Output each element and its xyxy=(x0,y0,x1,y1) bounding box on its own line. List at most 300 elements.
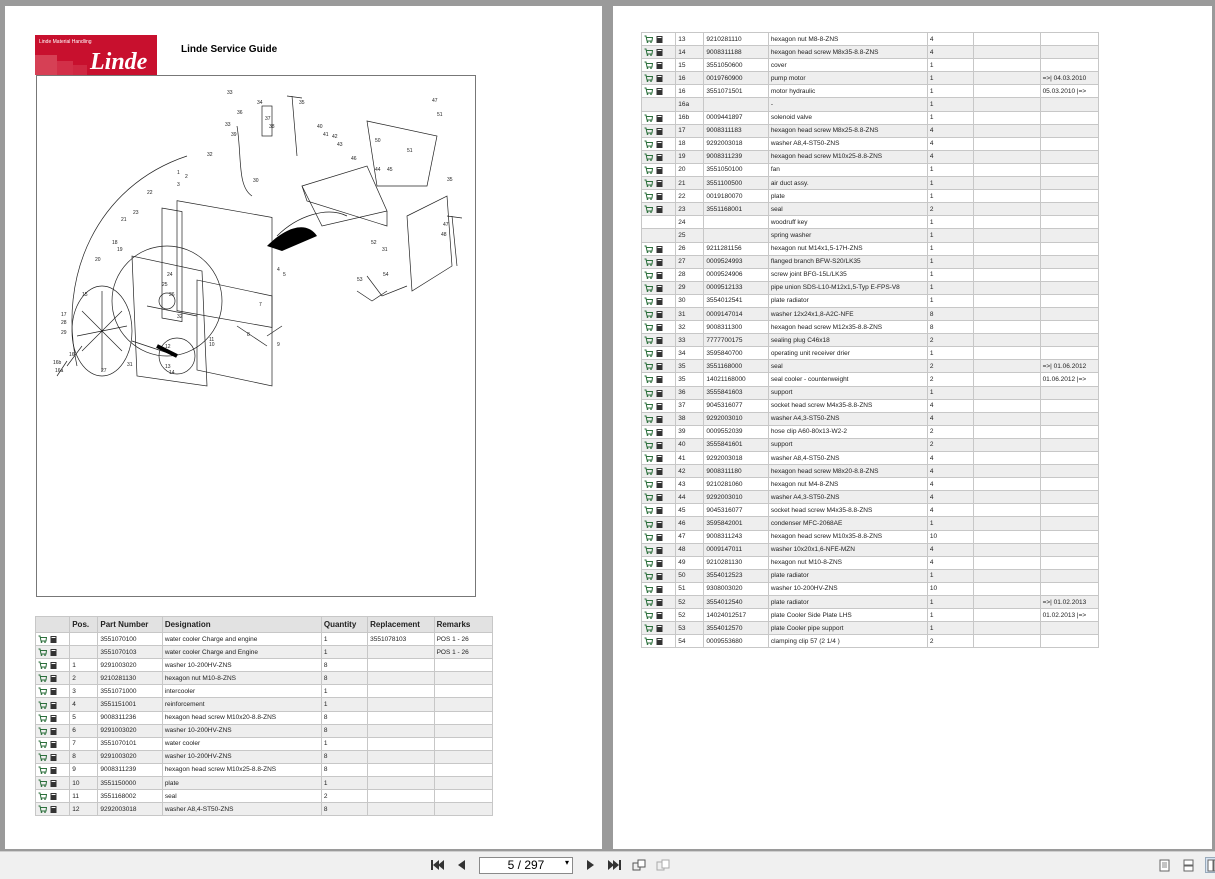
cell-part: 3554012570 xyxy=(704,622,768,635)
cell-designation: spring washer xyxy=(768,229,927,242)
book-icon[interactable] xyxy=(49,635,58,643)
cell-part xyxy=(704,229,768,242)
book-icon[interactable] xyxy=(655,375,664,383)
cart-icon[interactable] xyxy=(644,310,653,318)
cart-icon[interactable] xyxy=(38,740,47,748)
cell-part: 9291003020 xyxy=(98,750,162,763)
cell-designation: socket head screw M4x35-8.8-ZNS xyxy=(768,504,927,517)
cart-icon[interactable] xyxy=(644,258,653,266)
cell-part: 3551070100 xyxy=(98,633,162,646)
cell-replacement xyxy=(368,646,434,659)
cell-pos: 52 xyxy=(676,609,704,622)
cart-icon[interactable] xyxy=(644,205,653,213)
svg-text:40: 40 xyxy=(317,124,323,130)
book-icon[interactable] xyxy=(655,428,664,436)
svg-text:9: 9 xyxy=(277,342,280,348)
cart-icon[interactable] xyxy=(644,336,653,344)
cart-icon[interactable] xyxy=(644,166,653,174)
row-action-icons xyxy=(36,685,70,698)
cell-pos: 28 xyxy=(676,268,704,281)
cell-designation: clamping clip 57 (2 1/4 ) xyxy=(768,635,927,648)
cart-icon[interactable] xyxy=(38,753,47,761)
cell-replacement xyxy=(974,150,1040,163)
svg-text:36: 36 xyxy=(237,110,243,116)
svg-text:31: 31 xyxy=(127,362,133,368)
table-row xyxy=(642,412,1099,425)
book-icon[interactable] xyxy=(655,572,664,580)
book-icon[interactable] xyxy=(655,585,664,593)
cart-icon[interactable] xyxy=(644,61,653,69)
row-action-icons xyxy=(642,33,676,46)
book-icon[interactable] xyxy=(655,402,664,410)
cart-icon[interactable] xyxy=(644,624,653,632)
svg-text:25: 25 xyxy=(162,282,168,288)
rotate-button[interactable] xyxy=(632,858,646,872)
cell-part: 3551070101 xyxy=(98,737,162,750)
book-icon[interactable] xyxy=(49,648,58,656)
cell-replacement xyxy=(974,216,1040,229)
cart-icon[interactable] xyxy=(644,271,653,279)
book-icon[interactable] xyxy=(49,727,58,735)
cell-pos: 26 xyxy=(676,242,704,255)
cell-pos: 12 xyxy=(70,803,98,816)
parts-table-left xyxy=(35,616,493,816)
cell-replacement xyxy=(974,347,1040,360)
book-icon[interactable] xyxy=(655,546,664,554)
cell-part: 9045316077 xyxy=(704,504,768,517)
cell-replacement xyxy=(974,229,1040,242)
book-icon[interactable] xyxy=(49,766,58,774)
cell-quantity: 2 xyxy=(321,790,367,803)
cell-quantity: 1 xyxy=(321,633,367,646)
cart-icon[interactable] xyxy=(644,284,653,292)
cell-pos: 32 xyxy=(676,321,704,334)
book-icon[interactable] xyxy=(655,506,664,514)
book-icon[interactable] xyxy=(655,323,664,331)
cart-icon[interactable] xyxy=(644,192,653,200)
book-icon[interactable] xyxy=(49,714,58,722)
cart-icon[interactable] xyxy=(644,389,653,397)
next-page-button[interactable] xyxy=(584,858,598,872)
table-row xyxy=(642,373,1099,386)
cart-icon[interactable] xyxy=(38,766,47,774)
book-icon[interactable] xyxy=(49,740,58,748)
col-replacement: Replacement xyxy=(368,617,434,633)
cell-quantity: 4 xyxy=(927,504,973,517)
first-page-button[interactable] xyxy=(430,858,444,872)
cell-designation: washer A4,3-ST50-ZNS xyxy=(768,412,927,425)
book-icon[interactable] xyxy=(49,805,58,813)
cell-remarks xyxy=(434,777,492,790)
cell-replacement xyxy=(974,242,1040,255)
cell-remarks xyxy=(1040,242,1098,255)
cell-pos: 30 xyxy=(676,294,704,307)
book-icon[interactable] xyxy=(49,753,58,761)
parts-table-right xyxy=(641,32,1099,648)
book-icon[interactable] xyxy=(655,611,664,619)
svg-text:28: 28 xyxy=(61,320,67,326)
cell-quantity: 2 xyxy=(927,373,973,386)
cart-icon[interactable] xyxy=(644,493,653,501)
cell-replacement xyxy=(974,59,1040,72)
cell-remarks: =>| 04.03.2010 xyxy=(1040,72,1098,85)
pdf-page-left xyxy=(5,6,602,849)
book-icon[interactable] xyxy=(655,637,664,645)
table-row xyxy=(642,569,1099,582)
cell-designation: hexagon nut M14x1,5-17H-ZNS xyxy=(768,242,927,255)
cell-replacement: 3551078103 xyxy=(368,633,434,646)
cell-part: 9008311180 xyxy=(704,465,768,478)
cart-icon[interactable] xyxy=(644,48,653,56)
cell-pos: 16a xyxy=(676,98,704,111)
cell-replacement xyxy=(974,163,1040,176)
cell-part: 9210281130 xyxy=(704,556,768,569)
book-icon[interactable] xyxy=(655,336,664,344)
cart-icon[interactable] xyxy=(644,611,653,619)
table-row xyxy=(642,307,1099,320)
row-action-icons xyxy=(642,98,676,111)
cell-remarks xyxy=(1040,255,1098,268)
cell-quantity: 1 xyxy=(927,596,973,609)
cell-pos: 16 xyxy=(676,72,704,85)
cell-remarks xyxy=(1040,59,1098,72)
cart-icon[interactable] xyxy=(644,520,653,528)
cart-icon[interactable] xyxy=(644,362,653,370)
cart-icon[interactable] xyxy=(644,375,653,383)
row-action-icons xyxy=(642,203,676,216)
svg-text:50: 50 xyxy=(375,138,381,144)
cell-designation: fan xyxy=(768,163,927,176)
cart-icon[interactable] xyxy=(644,533,653,541)
book-icon[interactable] xyxy=(655,441,664,449)
book-icon[interactable] xyxy=(655,310,664,318)
cell-designation: seal xyxy=(768,203,927,216)
cell-designation: hexagon head screw M12x35-8.8-ZNS xyxy=(768,321,927,334)
cart-icon[interactable] xyxy=(38,792,47,800)
row-action-icons xyxy=(36,777,70,790)
cart-icon[interactable] xyxy=(38,648,47,656)
cell-replacement xyxy=(974,504,1040,517)
cell-pos: 38 xyxy=(676,412,704,425)
cell-remarks xyxy=(1040,425,1098,438)
logo-subtitle: Linde Material Handling xyxy=(39,39,92,45)
cart-icon[interactable] xyxy=(644,415,653,423)
cart-icon[interactable] xyxy=(644,428,653,436)
book-icon[interactable] xyxy=(655,114,664,122)
cell-replacement xyxy=(974,360,1040,373)
cell-part: 3555841603 xyxy=(704,386,768,399)
table-row xyxy=(36,724,493,737)
book-icon[interactable] xyxy=(655,480,664,488)
continuous-view-button[interactable] xyxy=(1181,858,1195,872)
table-row xyxy=(642,242,1099,255)
book-icon[interactable] xyxy=(49,701,58,709)
table-row xyxy=(642,543,1099,556)
cart-icon[interactable] xyxy=(644,441,653,449)
cart-icon[interactable] xyxy=(644,480,653,488)
book-icon[interactable] xyxy=(655,153,664,161)
svg-text:16: 16 xyxy=(69,352,75,358)
cell-quantity: 8 xyxy=(321,724,367,737)
book-icon[interactable] xyxy=(655,48,664,56)
cell-designation: operating unit receiver drier xyxy=(768,347,927,360)
page-number-select[interactable] xyxy=(479,857,573,874)
svg-text:53: 53 xyxy=(357,277,363,283)
cell-remarks xyxy=(1040,177,1098,190)
cell-replacement xyxy=(368,737,434,750)
cell-part: 3551070103 xyxy=(98,646,162,659)
cart-icon[interactable] xyxy=(644,179,653,187)
row-action-icons xyxy=(36,737,70,750)
cell-remarks xyxy=(1040,412,1098,425)
cart-icon[interactable] xyxy=(38,701,47,709)
row-action-icons xyxy=(36,646,70,659)
cell-replacement xyxy=(974,33,1040,46)
book-icon[interactable] xyxy=(655,454,664,462)
cart-icon[interactable] xyxy=(38,779,47,787)
cart-icon[interactable] xyxy=(644,297,653,305)
book-icon[interactable] xyxy=(655,520,664,528)
cart-icon[interactable] xyxy=(644,454,653,462)
first-page-icon xyxy=(430,859,444,871)
cart-icon[interactable] xyxy=(644,153,653,161)
cell-pos: 43 xyxy=(676,478,704,491)
cell-replacement xyxy=(368,724,434,737)
cart-icon[interactable] xyxy=(644,127,653,135)
svg-text:51: 51 xyxy=(437,112,443,118)
cell-pos: 34 xyxy=(676,347,704,360)
svg-text:16b: 16b xyxy=(53,360,62,366)
cell-replacement xyxy=(974,46,1040,59)
cart-icon[interactable] xyxy=(644,506,653,514)
svg-text:47: 47 xyxy=(432,98,438,104)
cell-quantity: 1 xyxy=(927,347,973,360)
cell-part xyxy=(704,216,768,229)
table-row xyxy=(642,281,1099,294)
cell-pos: 47 xyxy=(676,530,704,543)
svg-text:54: 54 xyxy=(383,272,389,278)
compare-button[interactable] xyxy=(656,858,670,872)
svg-text:10: 10 xyxy=(209,342,215,348)
cell-replacement xyxy=(368,790,434,803)
cart-icon[interactable] xyxy=(644,140,653,148)
row-action-icons xyxy=(642,543,676,556)
cell-quantity: 2 xyxy=(927,635,973,648)
book-icon[interactable] xyxy=(655,349,664,357)
book-icon[interactable] xyxy=(655,559,664,567)
book-icon[interactable] xyxy=(655,598,664,606)
prev-page-button[interactable] xyxy=(454,858,468,872)
cell-quantity: 8 xyxy=(321,711,367,724)
cell-pos: 23 xyxy=(676,203,704,216)
cell-replacement xyxy=(368,698,434,711)
cell-remarks: 05.03.2010 |=> xyxy=(1040,85,1098,98)
cart-icon[interactable] xyxy=(644,402,653,410)
book-icon[interactable] xyxy=(49,792,58,800)
table-row xyxy=(642,294,1099,307)
book-icon[interactable] xyxy=(655,258,664,266)
cart-icon[interactable] xyxy=(38,635,47,643)
row-action-icons xyxy=(642,229,676,242)
svg-text:42: 42 xyxy=(332,134,338,140)
cell-quantity: 1 xyxy=(927,255,973,268)
cart-icon[interactable] xyxy=(644,598,653,606)
cell-pos: 54 xyxy=(676,635,704,648)
book-icon[interactable] xyxy=(655,74,664,82)
cart-icon[interactable] xyxy=(38,687,47,695)
cell-replacement xyxy=(974,425,1040,438)
cell-part xyxy=(704,98,768,111)
cell-pos: 16b xyxy=(676,111,704,124)
cart-icon[interactable] xyxy=(644,572,653,580)
cell-designation: hexagon head screw M10x25-8.8-ZNS xyxy=(768,150,927,163)
book-icon[interactable] xyxy=(655,245,664,253)
row-action-icons xyxy=(642,137,676,150)
book-icon[interactable] xyxy=(655,192,664,200)
cart-icon[interactable] xyxy=(38,661,47,669)
table-row xyxy=(642,491,1099,504)
cell-replacement xyxy=(368,763,434,776)
book-icon[interactable] xyxy=(655,533,664,541)
cart-icon[interactable] xyxy=(644,585,653,593)
cell-part: 9008311300 xyxy=(704,321,768,334)
cell-quantity: 1 xyxy=(927,622,973,635)
rotate-page-icon xyxy=(632,859,646,871)
cart-icon[interactable] xyxy=(644,35,653,43)
row-action-icons xyxy=(36,750,70,763)
book-icon[interactable] xyxy=(655,87,664,95)
row-action-icons xyxy=(642,569,676,582)
book-icon[interactable] xyxy=(655,415,664,423)
book-icon[interactable] xyxy=(49,661,58,669)
cell-designation: plate xyxy=(162,777,321,790)
cell-designation: pump motor xyxy=(768,72,927,85)
cart-icon[interactable] xyxy=(38,714,47,722)
book-icon[interactable] xyxy=(655,166,664,174)
row-action-icons xyxy=(642,517,676,530)
cart-icon[interactable] xyxy=(644,114,653,122)
book-icon[interactable] xyxy=(655,389,664,397)
cart-icon[interactable] xyxy=(644,637,653,645)
cell-designation: plate radiator xyxy=(768,596,927,609)
cell-quantity: 4 xyxy=(927,412,973,425)
cell-remarks xyxy=(1040,517,1098,530)
cart-icon[interactable] xyxy=(38,727,47,735)
cart-icon[interactable] xyxy=(644,467,653,475)
cart-icon[interactable] xyxy=(644,546,653,554)
row-action-icons xyxy=(642,190,676,203)
book-icon[interactable] xyxy=(655,624,664,632)
cell-part: 0009552039 xyxy=(704,425,768,438)
row-action-icons xyxy=(642,478,676,491)
last-page-button[interactable] xyxy=(608,858,622,872)
cell-pos: 2 xyxy=(70,672,98,685)
cell-remarks xyxy=(1040,321,1098,334)
table-row xyxy=(642,111,1099,124)
book-icon[interactable] xyxy=(655,297,664,305)
row-action-icons xyxy=(642,294,676,307)
cell-designation: intercooler xyxy=(162,685,321,698)
book-icon[interactable] xyxy=(655,467,664,475)
col-quantity: Quantity xyxy=(321,617,367,633)
svg-text:29: 29 xyxy=(61,330,67,336)
book-icon[interactable] xyxy=(49,674,58,682)
cell-remarks: POS 1 - 26 xyxy=(434,646,492,659)
cell-quantity: 10 xyxy=(927,530,973,543)
book-icon[interactable] xyxy=(49,779,58,787)
book-icon[interactable] xyxy=(655,493,664,501)
book-icon[interactable] xyxy=(655,127,664,135)
row-action-icons xyxy=(642,334,676,347)
book-icon[interactable] xyxy=(655,179,664,187)
book-icon[interactable] xyxy=(655,362,664,370)
cell-pos: 31 xyxy=(676,307,704,320)
book-icon[interactable] xyxy=(655,61,664,69)
cell-designation: sealing plug C46x18 xyxy=(768,334,927,347)
book-icon[interactable] xyxy=(655,205,664,213)
row-action-icons xyxy=(642,530,676,543)
cell-replacement xyxy=(974,491,1040,504)
continuous-page-icon xyxy=(1183,859,1194,872)
table-row xyxy=(642,556,1099,569)
cell-replacement xyxy=(974,596,1040,609)
cell-part: 3551150000 xyxy=(98,777,162,790)
cart-icon[interactable] xyxy=(644,559,653,567)
cell-replacement xyxy=(974,386,1040,399)
svg-text:47: 47 xyxy=(443,222,449,228)
cell-designation: condenser MFC-2068AE xyxy=(768,517,927,530)
cell-pos: 4 xyxy=(70,698,98,711)
cart-icon[interactable] xyxy=(644,245,653,253)
cart-icon[interactable] xyxy=(644,349,653,357)
cart-icon[interactable] xyxy=(644,323,653,331)
book-icon[interactable] xyxy=(655,271,664,279)
cell-part: 3554012540 xyxy=(704,596,768,609)
svg-text:5: 5 xyxy=(283,272,286,278)
cart-icon[interactable] xyxy=(644,74,653,82)
book-icon[interactable] xyxy=(49,687,58,695)
cart-icon[interactable] xyxy=(38,805,47,813)
two-page-icon xyxy=(1207,859,1215,872)
cell-quantity: 1 xyxy=(927,85,973,98)
table-row xyxy=(642,150,1099,163)
svg-text:51: 51 xyxy=(407,148,413,154)
cell-designation: washer 12x24x1,8-A2C-NFE xyxy=(768,307,927,320)
svg-text:32: 32 xyxy=(207,152,213,158)
svg-text:45: 45 xyxy=(387,167,393,173)
single-page-view-button[interactable] xyxy=(1157,858,1171,872)
two-page-view-button[interactable] xyxy=(1205,857,1215,873)
cell-quantity: 1 xyxy=(321,698,367,711)
cell-quantity: 2 xyxy=(927,203,973,216)
cell-designation: socket head screw M4x35-8.8-ZNS xyxy=(768,399,927,412)
table-row xyxy=(36,790,493,803)
svg-text:35: 35 xyxy=(299,100,305,106)
cart-icon[interactable] xyxy=(38,674,47,682)
cell-pos: 14 xyxy=(676,46,704,59)
book-icon[interactable] xyxy=(655,35,664,43)
cell-designation: washer 10x20x1,6-NFE-MZN xyxy=(768,543,927,556)
row-action-icons xyxy=(642,596,676,609)
cart-icon[interactable] xyxy=(644,87,653,95)
book-icon[interactable] xyxy=(655,284,664,292)
book-icon[interactable] xyxy=(655,140,664,148)
svg-text:33: 33 xyxy=(227,90,233,96)
cell-pos: 5 xyxy=(70,711,98,724)
cell-designation: flanged branch BFW-S20/LK35 xyxy=(768,255,927,268)
cell-replacement xyxy=(368,685,434,698)
row-action-icons xyxy=(642,177,676,190)
